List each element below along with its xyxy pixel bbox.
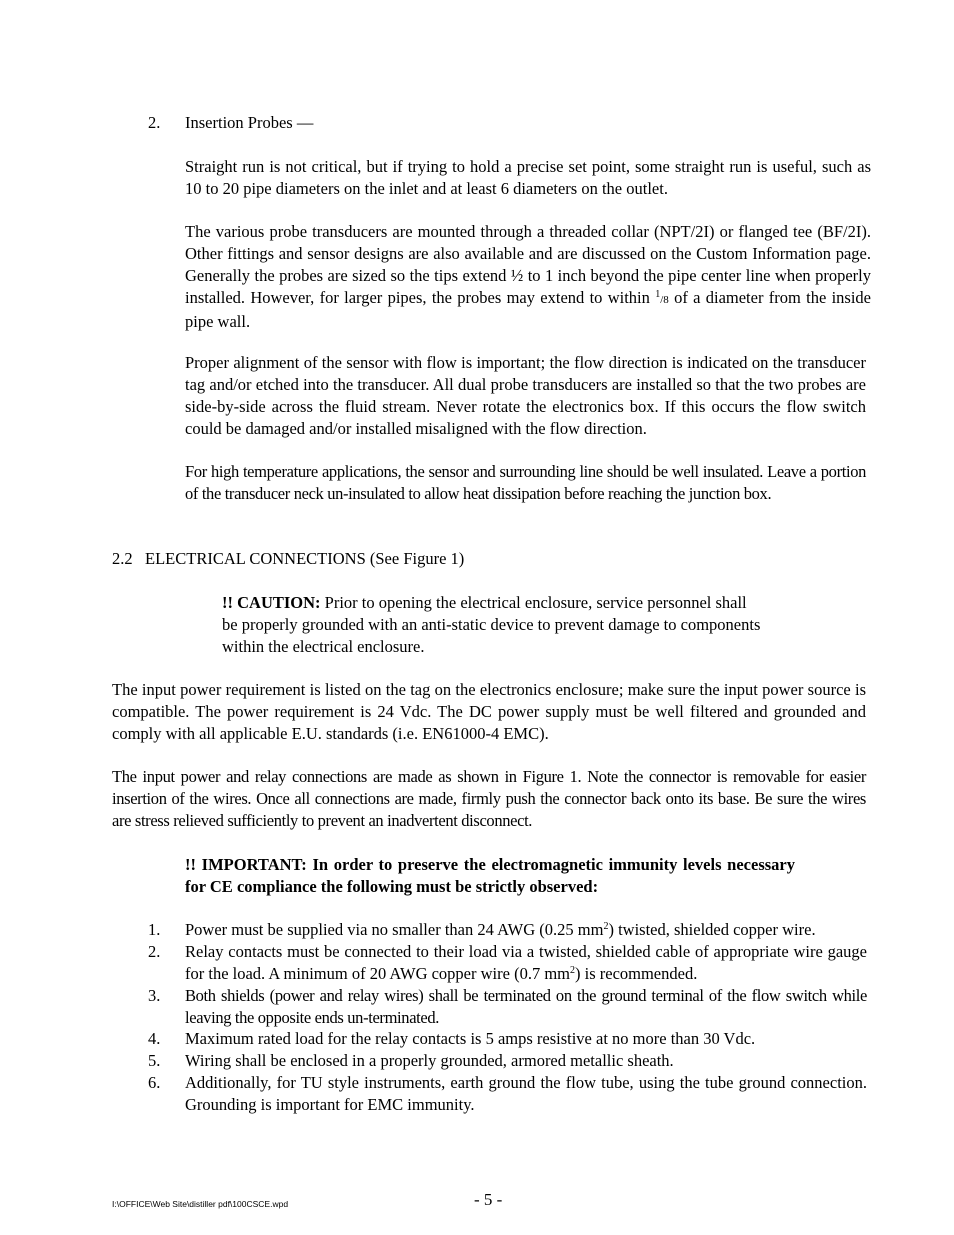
footer-file-path: I:\OFFICE\Web Site\distiller pdf\100CSCE.wpd: [112, 1199, 289, 1209]
probes-mounting-end: of a diameter from the inside pipe wall.: [185, 288, 872, 331]
rule-text: Additionally, for TU style instruments, earth ground the flow tube, using the tube ground connection. Grounding is important for EMC immunity.: [185, 1073, 867, 1114]
fraction-numerator: 1: [655, 289, 661, 300]
rule-text-part: Power must be supplied via no smaller than 24 AWG (0.25 mm: [185, 920, 604, 939]
rule-text-part: Relay contacts must be connected to their load via a twisted, shielded cable of appropriate wire gauge for the load. A minimum of 20 AWG copper wire (0.7 mm: [185, 942, 867, 983]
power-paragraph-connections: The input power and relay connections are made as shown in Figure 1. Note the connector is removable for easier insertion of the wires. Once all connections are made, firmly push the connector back onto its base. Be sure the wires are stress relieved sufficiently to prevent an inadvertent disconnect.: [112, 767, 866, 830]
rule-text-part: ) twisted, shielded copper wire.: [608, 920, 816, 939]
superscript: 2: [603, 921, 609, 932]
probes-paragraph-insulation: For high temperature applications, the sensor and surrounding line should be well insulated. Leave a portion of the transducer neck un-insulated to allow heat dissipation before reaching the junction box.: [185, 462, 866, 503]
list-number-2: 2.: [148, 113, 161, 132]
rule-number: 2.: [148, 942, 161, 961]
page-number: - 5 -: [474, 1190, 503, 1209]
rule-number: 5.: [148, 1051, 161, 1070]
superscript: 2: [570, 965, 575, 976]
important-notice: !! IMPORTANT: In order to preserve the electromagnetic immunity levels necessary for CE compliance the following must be strictly observed:: [185, 855, 795, 896]
rule-text: [185, 919, 867, 941]
probes-mounting-text: The various probe transducers are mounted through a threaded collar (NPT/2I) or flanged tee (BF/2I). Other fittings and sensor designs are also available and are discussed on the Custom Information page. Generally the probes are sized so the tips extend ½ to 1 inch beyond the pipe center line when properly installed. However, for larger pipes, the probes may extend to within: [185, 222, 871, 307]
rule-number: 1.: [148, 920, 161, 939]
rule-number: 4.: [148, 1029, 161, 1048]
fraction-denominator: /8: [660, 294, 669, 306]
rule-number: 6.: [148, 1073, 161, 1092]
rule-text: Wiring shall be enclosed in a properly grounded, armored metallic sheath.: [185, 1051, 674, 1070]
caution-label: !! CAUTION:: [222, 593, 321, 612]
section-heading-electrical-connections: 2.2 ELECTRICAL CONNECTIONS (See Figure 1): [112, 549, 465, 568]
probes-paragraph-alignment: Proper alignment of the sensor with flow is important; the flow direction is indicated on the transducer tag and/or etched into the transducer. All dual probe transducers are installed so that the two probes are side-by-side across the fluid stream. Never rotate the electronics box. If this occurs the flow switch could be damaged and/or installed misaligned with the flow direction.: [185, 353, 866, 438]
probes-paragraph-straight-run: Straight run is not critical, but if trying to hold a precise set point, some straight run is useful, such as 10 to 20 pipe diameters on the inlet and at least 6 diameters on the outlet.: [185, 157, 871, 198]
probes-paragraph-mounting: [185, 221, 871, 333]
rule-text: Both shields (power and relay wires) shall be terminated on the ground terminal of the flow switch while leaving the opposite ends un-terminated.: [185, 986, 867, 1027]
rule-text: [185, 941, 867, 985]
caution-text: Prior to opening the electrical enclosure, service personnel shall be properly grounded with an anti-static device to prevent damage to components within the electrical enclosure.: [222, 593, 761, 656]
rule-text: Maximum rated load for the relay contacts is 5 amps resistive at no more than 30 Vdc.: [185, 1029, 756, 1048]
caution-notice: [222, 592, 762, 658]
section-title-insertion-probes: Insertion Probes —: [185, 113, 314, 132]
power-paragraph-requirement: The input power requirement is listed on the tag on the electronics enclosure; make sure the input power source is compatible. The power requirement is 24 Vdc. The DC power supply must be well filtered and grounded and comply with all applicable E.U. standards (i.e. EN61000-4 EMC).: [112, 680, 866, 743]
rule-text-part: ) is recommended.: [575, 964, 698, 983]
rule-number: 3.: [148, 986, 161, 1005]
